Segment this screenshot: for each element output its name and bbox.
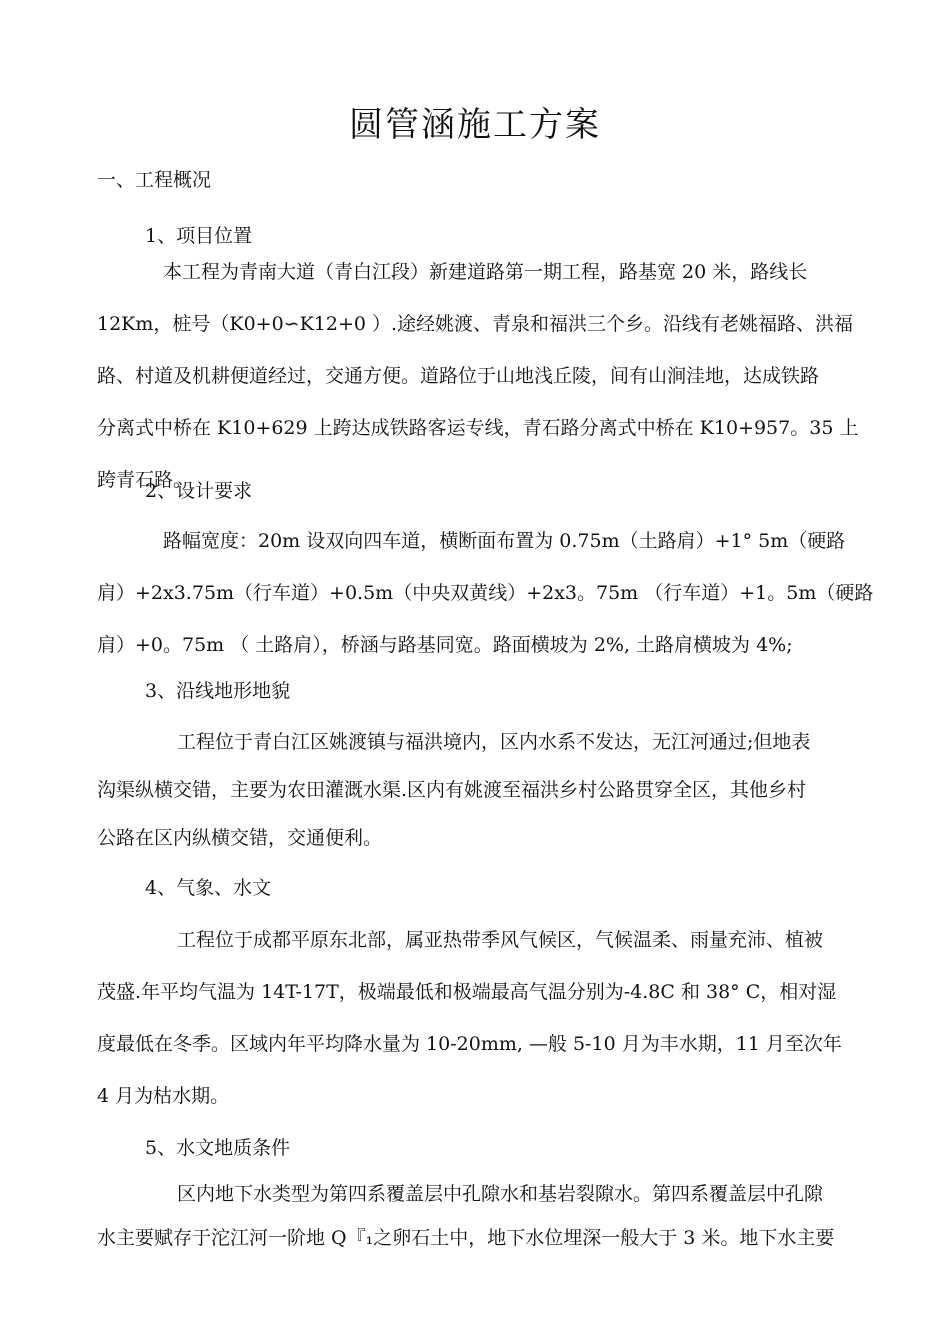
paragraph-line: 本工程为青南大道（青白江段）新建道路第一期工程，路基宽 20 米，路线长	[163, 261, 808, 283]
paragraph-line: 公路在区内纵横交错，交通便利。	[97, 827, 383, 849]
paragraph-line: 区内地下水类型为第四系覆盖层中孔隙水和基岩裂隙水。第四系覆盖层中孔隙	[177, 1183, 824, 1205]
paragraph-line: 肩）+0。75m （ 土路肩），桥涵与路基同宽。路面横坡为 2%, 土路肩横坡为 4%;	[97, 634, 793, 656]
paragraph-hydrogeology	[97, 1172, 834, 1260]
subsection-heading-location: 1、项目位置	[145, 225, 253, 247]
paragraph-climate	[97, 914, 842, 1122]
paragraph-line: 12Km，桩号（K0+0∽K12+0 ）.途经姚渡、青泉和福洪三个乡。沿线有老姚福路、洪福	[97, 313, 854, 335]
paragraph-line: 工程位于青白江区姚渡镇与福洪境内，区内水系不发达，无江河通过;但地表	[177, 731, 811, 753]
paragraph-line: 水主要赋存于沱江河一阶地 Q『₁之卵石土中，地下水位埋深一般大于 3 米。地下水主要	[97, 1227, 835, 1249]
paragraph-line: 分离式中桥在 K10+629 上跨达成铁路客运专线，青石路分离式中桥在 K10+957。35 上	[97, 417, 859, 439]
paragraph-line: 肩）+2x3.75m（行车道）+0.5m（中央双黄线）+2x3。75m （行车道）+1。5m（硬路	[97, 582, 874, 604]
document-title: 圆管涵施工方案	[349, 105, 601, 145]
subsection-heading-terrain: 3、沿线地形地貌	[145, 680, 291, 702]
paragraph-line: 茂盛.年平均气温为 14T-17T，极端最低和极端最高气温分别为-4.8C 和 38° C，相对湿	[97, 981, 837, 1003]
paragraph-line: 4 月为枯水期。	[97, 1085, 230, 1107]
subsection-heading-design: 2、设计要求	[145, 480, 253, 502]
paragraph-design	[97, 515, 873, 671]
paragraph-line: 路、村道及机耕便道经过，交通方便。道路位于山地浅丘陵，间有山涧洼地，达成铁路	[97, 365, 820, 387]
subsection-heading-climate: 4、气象、水文	[145, 877, 272, 899]
paragraph-line: 度最低在冬季。区域内年平均降水量为 10-20mm, —般 5-10 月为丰水期，11 月至次年	[97, 1033, 842, 1055]
paragraph-line: 跨青石路。	[97, 469, 193, 491]
paragraph-terrain	[97, 718, 810, 862]
subsection-heading-hydrogeology: 5、水文地质条件	[145, 1137, 291, 1159]
paragraph-line: 路幅宽度：20m 设双向四车道，横断面布置为 0.75m（土路肩）+1° 5m（硬路	[163, 530, 846, 552]
section-heading-overview: 一、工程概况	[97, 169, 212, 191]
paragraph-location	[97, 246, 858, 506]
paragraph-line: 工程位于成都平原东北部，属亚热带季风气候区，气候温柔、雨量充沛、植被	[177, 929, 824, 951]
paragraph-line: 沟渠纵横交错，主要为农田灌溉水渠.区内有姚渡至福洪乡村公路贯穿全区，其他乡村	[97, 779, 807, 801]
